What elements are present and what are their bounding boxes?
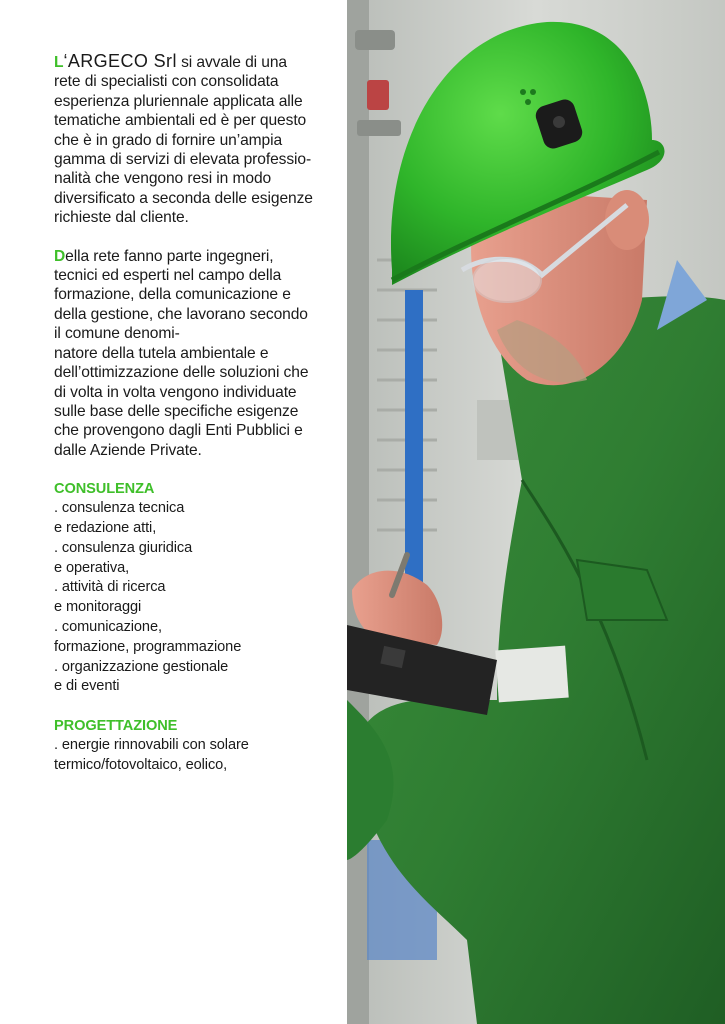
consulenza-heading: CONSULENZA (54, 481, 155, 498)
progettazione-heading: PROGETTAZIONE (54, 718, 178, 735)
consulenza-list: . consulenza tecnica e redazione atti, . consulenza giuridica e operativa, . attività di ricerca e monitoraggi . comunicazione, formazione, programmazione . organizzazione gestionale e di eventi (54, 500, 242, 695)
blue-pipe (405, 290, 423, 610)
progettazione-list: . energie rinnovabili con solare termico/fotovoltaico, eolico, (54, 737, 249, 773)
network-initial: D (54, 247, 66, 265)
background (347, 0, 369, 1024)
worker-photo-illustration (347, 0, 725, 1024)
intro-initial: L (54, 54, 64, 71)
jacket-label (495, 646, 568, 703)
company-name: ‘ARGECO Srl (63, 51, 177, 71)
network-paragraph (54, 247, 316, 460)
intro-paragraph (54, 52, 316, 228)
intro-text: si avvale di una rete di specialisti con consolidata esperienza pluriennale applicata alle tematiche ambientali ed è per questo che è in grado di fornire un’ampia gamma di servizi di elevata professio- nalità che vengono resi in modo diversificato a seconda delle esigenze richieste dal cliente. (54, 54, 313, 227)
safety-glasses-lens (473, 258, 541, 302)
worker-photo (347, 0, 725, 1024)
network-text: ella rete fanno parte ingegneri, tecnici ed esperti nel campo della formazione, della comunicazione e della gestione, che lavorano secondo il comune denomi- natore della tutela ambientale e dell’ottimizzazione delle soluzioni che di volta in volta vengono individuate sulle base delle specifiche esigenze che provengono dagli Enti Pubblici e dalle Aziende Private. (54, 247, 309, 459)
text-column (54, 52, 316, 776)
